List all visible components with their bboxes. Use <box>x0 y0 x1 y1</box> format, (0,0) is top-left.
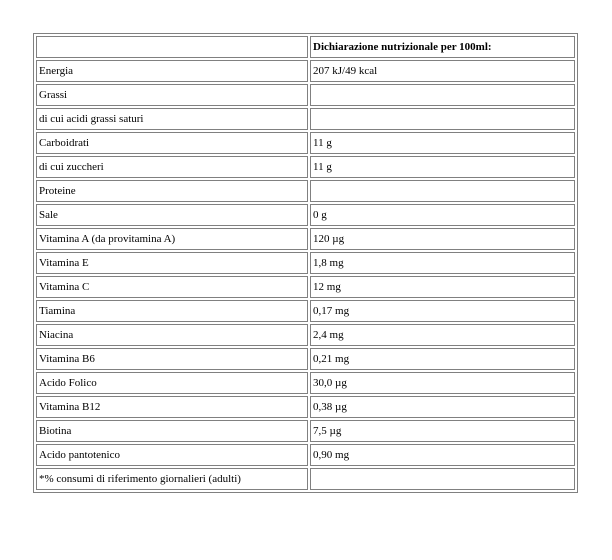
nutrient-label: di cui acidi grassi saturi <box>36 108 308 130</box>
table-row <box>36 180 575 202</box>
footnote-label: *% consumi di riferimento giornalieri (adulti) <box>36 468 308 490</box>
table-row <box>36 252 575 274</box>
nutrient-label: Sale <box>36 204 308 226</box>
nutrient-value <box>310 180 575 202</box>
nutrient-label: Vitamina B6 <box>36 348 308 370</box>
table-row <box>36 276 575 298</box>
nutrient-label: Acido pantotenico <box>36 444 308 466</box>
nutrient-value <box>310 108 575 130</box>
nutrient-value: 1,8 mg <box>310 252 575 274</box>
nutrient-value: 11 g <box>310 132 575 154</box>
table-row <box>36 156 575 178</box>
nutrient-label: Vitamina E <box>36 252 308 274</box>
table-row <box>36 348 575 370</box>
nutrient-label: Vitamina B12 <box>36 396 308 418</box>
nutrient-label: Acido Folico <box>36 372 308 394</box>
table-row <box>36 396 575 418</box>
nutrient-value: 7,5 µg <box>310 420 575 442</box>
table-body <box>36 60 575 490</box>
table-row <box>36 324 575 346</box>
nutrient-label: Biotina <box>36 420 308 442</box>
header-value-cell: Dichiarazione nutrizionale per 100ml: <box>310 36 575 58</box>
nutrient-label: Grassi <box>36 84 308 106</box>
nutrient-value: 2,4 mg <box>310 324 575 346</box>
nutrient-value: 0,17 mg <box>310 300 575 322</box>
nutrient-value: 0,21 mg <box>310 348 575 370</box>
nutrition-table <box>33 33 578 493</box>
table-row <box>36 204 575 226</box>
table-row <box>36 108 575 130</box>
footnote-value <box>310 468 575 490</box>
nutrient-value <box>310 84 575 106</box>
table-footnote-row <box>36 468 575 490</box>
table-row <box>36 300 575 322</box>
nutrient-value: 120 µg <box>310 228 575 250</box>
nutrient-label: Carboidrati <box>36 132 308 154</box>
nutrient-label: Energia <box>36 60 308 82</box>
nutrient-value: 30,0 µg <box>310 372 575 394</box>
nutrient-value: 12 mg <box>310 276 575 298</box>
table-row <box>36 444 575 466</box>
table-row <box>36 372 575 394</box>
table-row <box>36 228 575 250</box>
table-row <box>36 60 575 82</box>
nutrient-value: 0 g <box>310 204 575 226</box>
nutrient-label: Tiamina <box>36 300 308 322</box>
nutrient-label: Niacina <box>36 324 308 346</box>
table-row <box>36 84 575 106</box>
nutrient-value: 0,38 µg <box>310 396 575 418</box>
nutrient-value: 207 kJ/49 kcal <box>310 60 575 82</box>
nutrient-label: di cui zuccheri <box>36 156 308 178</box>
nutrient-value: 0,90 mg <box>310 444 575 466</box>
table-row <box>36 420 575 442</box>
nutrient-label: Vitamina C <box>36 276 308 298</box>
nutrient-value: 11 g <box>310 156 575 178</box>
header-label-cell <box>36 36 308 58</box>
nutrient-label: Vitamina A (da provitamina A) <box>36 228 308 250</box>
table-row <box>36 132 575 154</box>
nutrient-label: Proteine <box>36 180 308 202</box>
table-header-row <box>36 36 575 58</box>
